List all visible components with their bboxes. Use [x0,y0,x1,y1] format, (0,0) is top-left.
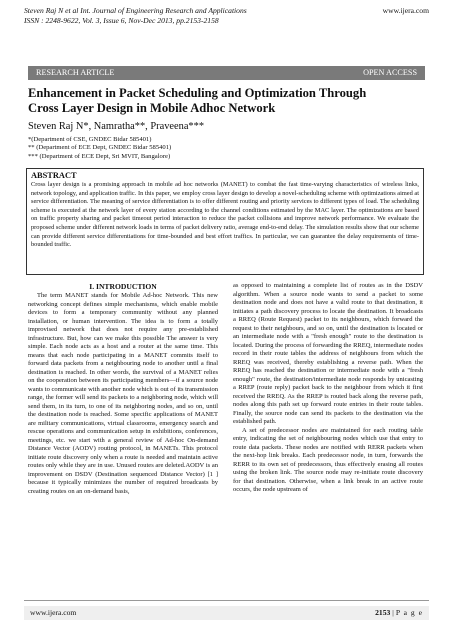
abstract-text: Cross layer design is a promising approach in mobile ad hoc networks (MANET) to combat the fast time-varying characteristics of wireless links, network topology, and application traffic. In this paper, we employ cross layer design to develop a novel-scheduling scheme with optimizations aimed at service differentiation. The meaning of service differentiation is to offer different routing and priority services to different types of load. The scheduling scheme is executed at the network layer of every station according to the channel conditions estimated by the MAC layer. The optimizations are based on traffic property sharing and packet timeout period interaction to reduce the packet collisions and improve network performance. We evaluate the proposed scheme under different network loads in terms of packet delivery ratio, average end-to-end delay. The simulation results show that our scheme can provide different service differentiations for time-bounded and best effort traffics. In particular, we can guarantee the delay requirements of time-bounded traffic. [31,181,419,249]
affiliation-3: *** (Department of ECE Dept, Sri MVIT, Bangalore) [28,152,171,160]
affiliations [28,136,171,161]
aodv-paragraph: as opposed to maintaining a complete list of routes as in the DSDV algorithm. When a source node wants to send a packet to some destination node and does not have a valid route to that destination, it initiates a path discovery process to locate the destination. It broadcasts a RREQ (Route Request) packet to its neighbours, which forward the request to their neighbours, and so on, until the destination is located or an intermediate node with a "fresh enough" route to the destination is located. During the process of forwarding the RREQ, intermediate nodes record in their route tables the address of neighbours from which the RREQ was received, thereby establishing a reverse path. When the RREQ has reached the destination or intermediate node with a "fresh enough" route, the destination/intermediate node responds by unicasting a RREP (route reply) packet back to the neighbour from which it first received the RREQ. As the RREP is routed back along the reverse path, nodes along this path set up forward route entries in their route tables. Finally, the source node can send its packets to the destination via the established path. [233,282,423,425]
left-column [28,282,218,594]
research-article-label: RESEARCH ARTICLE [36,68,115,77]
paper-title: Enhancement in Packet Scheduling and Optimization Through Cross Layer Design in Mobile Adhoc Network [28,86,367,115]
section-heading-introduction: I. INTRODUCTION [89,282,157,291]
intro-paragraph: The term MANET stands for Mobile Ad-hoc Network. This new networking concept defines simple mechanisms, which enable mobile devices to form a temporary community without any planned installation, or human intervention. The idea is to form a totally improvised network that does not require any pre-established infrastructure. But, how can we make this possible The answer is very simple. Each node acts as a host and a router at the same time. This means that each node participating in a MANET commits itself to forward data packets from a neighbouring node to another until a final destination is reached. In other words, the survival of a MANET relies on the cooperation between its participating members—if a source node wants to communicate with another node which is out of its transmission range, the former will send its packets to a neighboring node, which will send them, in its turn, to one of its neighboring nodes, and so on, until the destination node is reached. Some specific applications of MANET are military communications, virtual classrooms, emergency search and rescue operations and communication setup in exhibitions, conferences, meetings, etc. we start with a general review of Ad-hoc On-demand Distance Vector (AODV) routing protocol, in MANETs. This protocol initiate route discovery only when a route is needed and maintain active routes only while they are in use. Unused routes are deleted.AODV is an improvement on DSDV (Destination sequenced Distance Vector) [1 ] because it typically minimizes the number of required broadcasts by creating routes on an on-demand basis, [28,292,218,495]
affiliation-1: *(Department of CSE, GNDEC Bidar 585401) [28,136,152,143]
open-access-label: OPEN ACCESS [363,68,417,77]
article-type-ribbon [28,66,425,80]
footer-divider [24,600,429,601]
page-word: P a g e [395,608,423,617]
page-footer [24,606,429,620]
abstract-box [26,168,424,275]
right-column [233,282,423,594]
page-number-value: 2153 [375,608,391,617]
author-list: Steven Raj N*, Namratha**, Praveena*** [28,121,205,132]
abstract-heading: ABSTRACT [31,171,77,180]
footer-site-link[interactable]: www.ijera.com [30,608,77,617]
affiliation-2: ** (Department of ECE Dept, GNDEC Bidar 585401) [28,144,172,152]
running-header [24,6,429,25]
predecessor-paragraph: A set of predecessor nodes are maintained for each routing table entry, indicating the set of neighbouring nodes which use that entry to route data packets. These nodes are notified with RERR packets when the next-hop link breaks. Each predecessor node, in turn, forwards the RERR to its own set of predecessors, thus effectively erasing all routes using the broken link. The source node may re-initiate route discovery for that destination. Otherwise, when a link break in an active route occurs, the node upstream of [233,426,423,493]
page-separator: | [392,608,394,617]
header-site-link[interactable]: www.ijera.com [382,6,429,15]
journal-citation: Steven Raj N et al Int. Journal of Engineering Research and Applications [24,6,247,15]
page-number [375,606,423,620]
issn-line: ISSN : 2248-9622, Vol. 3, Issue 6, Nov-Dec 2013, pp.2153-2158 [24,15,219,25]
